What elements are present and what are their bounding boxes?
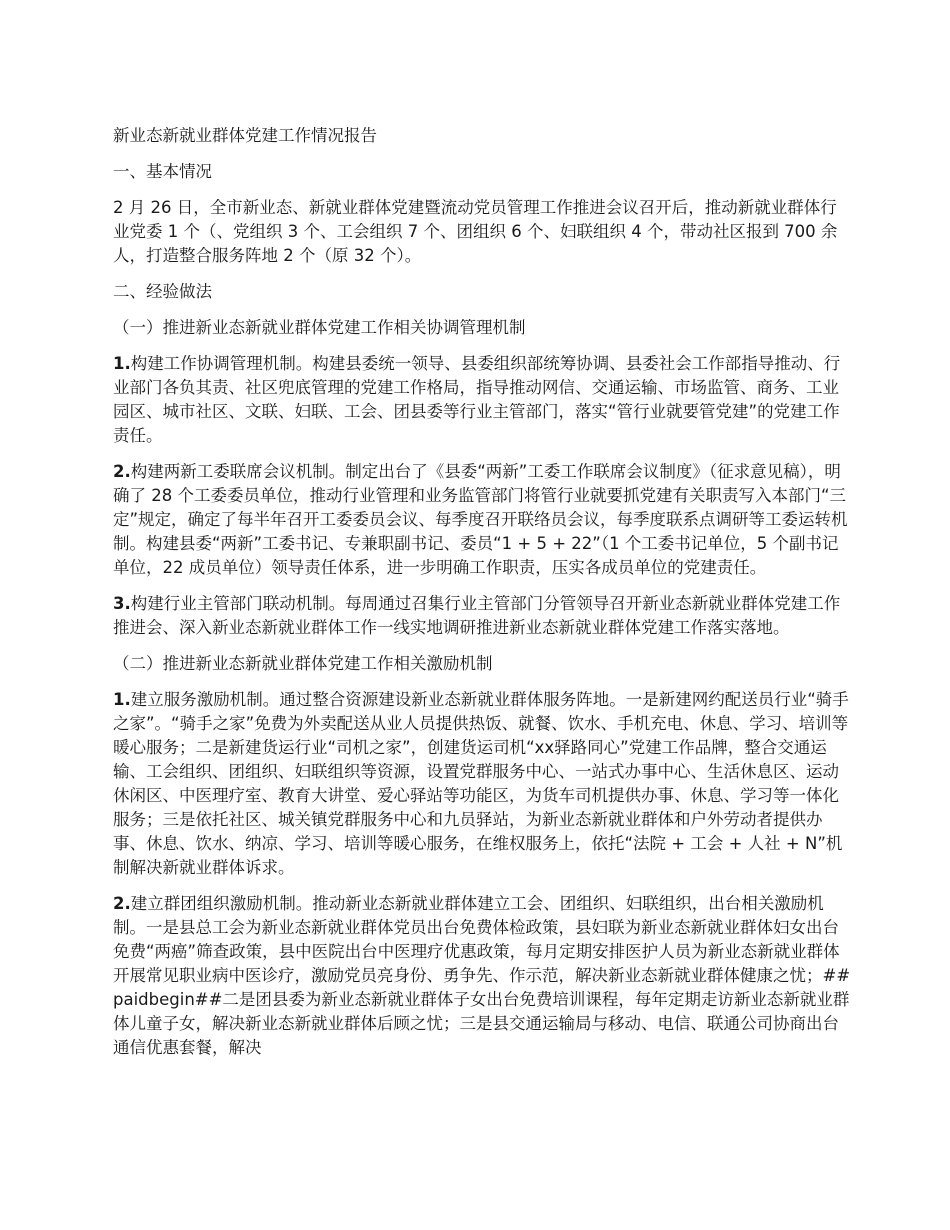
item-1-3 (113, 592, 853, 640)
item-number: 1. (113, 354, 131, 373)
item-number: 2. (113, 462, 131, 481)
item-text: 构建行业主管部门联动机制。每周通过召集行业主管部门分管领导召开新业态新就业群体党建工作推进会、深入新业态新就业群体工作一线实地调研推进新业态新就业群体党建工作落实落地。 (113, 594, 841, 637)
item-number: 1. (113, 690, 131, 709)
item-text: 建立群团组织激励机制。推动新业态新就业群体建立工会、团组织、妇联组织，出台相关激励机制。一是县总工会为新业态新就业群体党员出台免费体检政策，县妇联为新业态新就业群体妇女出台免费“两癌”筛查政策，县中医院出台中医理疗优惠政策，每月定期安排医护人员为新业态新就业群体开展常见职业病中医诊疗，激励党员亮身份、勇争先、作示范，解决新业态新就业群体健康之忧；##paidbegin##二是团县委为新业态新就业群体子女出台免费培训课程，每年定期走访新业态新就业群体儿童子女，解决新业态新就业群体后顾之忧；三是县交通运输局与移动、电信、联通公司协商出台通信优惠套餐，解决 (113, 894, 851, 1057)
section1-body: 2 月 26 日，全市新业态、新就业群体党建暨流动党员管理工作推进会议召开后，推动新就业群体行业党委 1 个（、党组织 3 个、工会组织 7 个、团组织 6 个、妇联组织 4 个，带动社区报到 700 余人，打造整合服务阵地 2 个（原 32 个）。 (113, 198, 838, 265)
item-1-1 (113, 352, 853, 448)
subsection1-heading: （一）推进新业态新就业群体党建工作相关协调管理机制 (113, 318, 526, 337)
item-number: 3. (113, 594, 131, 613)
document-page (113, 124, 853, 1072)
subsection2-heading: （二）推进新业态新就业群体党建工作相关激励机制 (113, 654, 493, 673)
document-title: 新业态新就业群体党建工作情况报告 (113, 126, 377, 145)
item-1-2 (113, 460, 853, 580)
item-text: 建立服务激励机制。通过整合资源建设新业态新就业群体服务阵地。一是新建网约配送员行业“骑手之家”。“骑手之家”免费为外卖配送从业人员提供热饭、就餐、饮水、手机充电、休息、学习、培训等暖心服务；二是新建货运行业“司机之家”，创建货运司机“xx驿路同心”党建工作品牌，整合交通运输、工会组织、团组织、妇联组织等资源，设置党群服务中心、一站式办事中心、生活休息区、运动休闲区、中医理疗室、教育大讲堂、爱心驿站等功能区，为货车司机提供办事、休息、学习等一体化服务；三是依托社区、城关镇党群服务中心和九员驿站，为新业态新就业群体和户外劳动者提供办事、休息、饮水、纳凉、学习、培训等暖心服务，在维权服务上，依托“法院 + 工会 + 人社 + N”机制解决新就业群体诉求。 (113, 690, 849, 877)
section1-heading: 一、基本情况 (113, 162, 212, 181)
item-2-1 (113, 688, 853, 880)
item-2-2 (113, 892, 853, 1060)
item-text: 构建工作协调管理机制。构建县委统一领导、县委组织部统筹协调、县委社会工作部指导推动、行业部门各负其责、社区兜底管理的党建工作格局，指导推动网信、交通运输、市场监管、商务、工业园区、城市社区、文联、妇联、工会、团县委等行业主管部门，落实“管行业就要管党建”的党建工作责任。 (113, 354, 841, 445)
section2-heading: 二、经验做法 (113, 282, 212, 301)
item-text: 构建两新工委联席会议机制。制定出台了《县委“两新”工委工作联席会议制度》（征求意见稿），明确了 28 个工委委员单位，推动行业管理和业务监管部门将管行业就要抓党建有关职责写入本部门“三定”规定，确定了每半年召开工委委员会议、每季度召开联络员会议，每季度联系点调研等工委运转机制。构建县委“两新”工委书记、专兼职副书记、委员“1 + 5 + 22”（1 个工委书记单位，5 个副书记单位，22 成员单位）领导责任体系，进一步明确工作职责，压实各成员单位的党建责任。 (113, 462, 848, 577)
item-number: 2. (113, 894, 131, 913)
